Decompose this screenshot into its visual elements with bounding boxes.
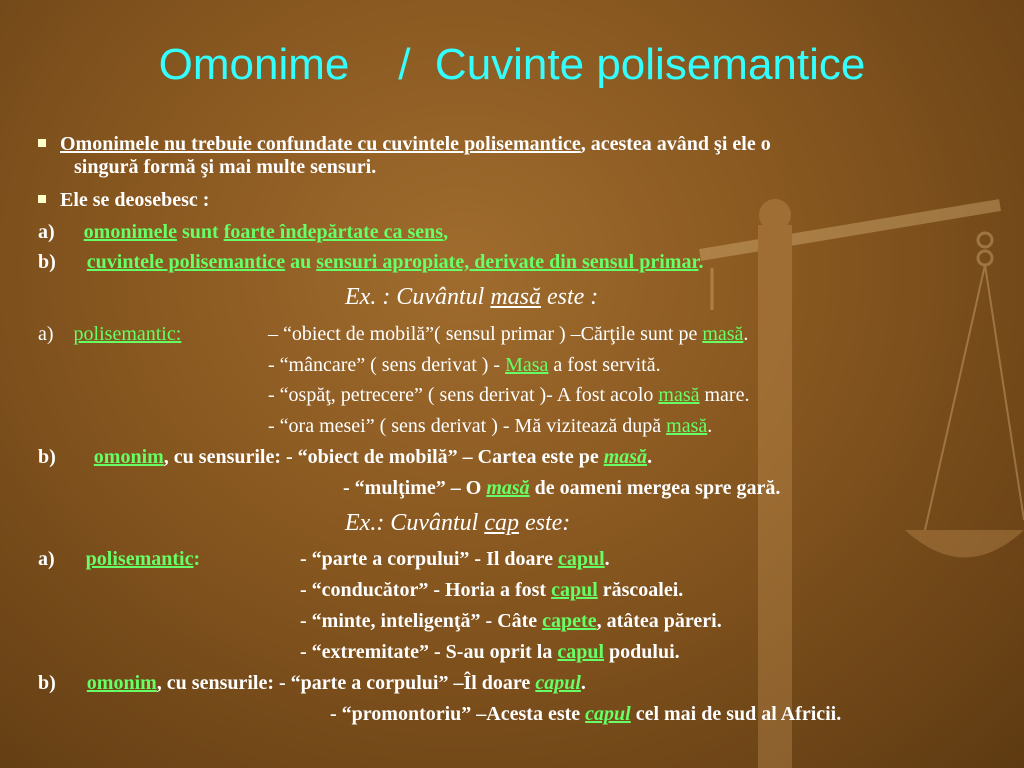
diff-b-desc: sensuri apropiate, derivate din sensul primar xyxy=(316,251,699,273)
ex1-homo-marker: b) xyxy=(38,446,56,468)
diff-a-desc: foarte îndepărtate ca sens xyxy=(223,221,444,243)
ex2-homo-intro: , cu sensurile: - “parte a corpului” –Îl doare xyxy=(156,672,536,694)
example-word: Masa xyxy=(505,354,549,376)
diff-b-end: . xyxy=(698,251,704,273)
ex1-poly-label: polisemantic: xyxy=(73,323,182,345)
ex1-poly-row-1 xyxy=(268,323,748,345)
ex1-post: este : xyxy=(540,284,599,310)
ex1-poly-row-3 xyxy=(268,384,749,406)
diff-b-marker: b) xyxy=(38,251,56,273)
sentence-end: . xyxy=(604,548,610,570)
sense-text: - “parte a corpului” - Il doare xyxy=(300,548,558,570)
ex2-poly-marker-row xyxy=(38,548,200,570)
ex2-homo-row-1 xyxy=(38,672,586,694)
bullet2-text: Ele se deosebesc : xyxy=(60,189,210,211)
ex2-pre: Ex.: Cuvântul xyxy=(345,510,485,536)
slide-title: Omonime / Cuvinte polisemantice xyxy=(158,40,866,89)
ex2-homo-row-2 xyxy=(330,703,841,725)
ex1-homo-row-2 xyxy=(343,477,780,499)
diff-b-row xyxy=(38,251,704,273)
ex2-poly-colon: : xyxy=(193,548,201,570)
example-word: capul xyxy=(551,579,598,601)
bullet1-rest-text: , acestea având şi ele o xyxy=(580,133,771,155)
diff-b-mid: au xyxy=(285,251,317,273)
ex2-poly-row-1 xyxy=(300,548,610,570)
ex1-poly-marker: a) xyxy=(38,323,54,345)
bullet1-continuation: singură formă şi mai multe sensuri. xyxy=(74,156,377,178)
sentence-end: . xyxy=(647,446,653,468)
sense-text: - “mulţime” – O xyxy=(343,477,487,499)
sentence-end: a fost servită. xyxy=(548,354,661,376)
example2-heading xyxy=(345,512,570,534)
ex1-homo-label: omonim xyxy=(93,446,164,468)
sense-text: - “extremitate” - S-au oprit la xyxy=(300,641,558,663)
diff-a-marker: a) xyxy=(38,221,55,243)
sentence-end: cel mai de sud al Africii. xyxy=(630,703,842,725)
ex2-post: este: xyxy=(518,510,571,536)
ex1-homo-row-1 xyxy=(38,446,652,468)
ex1-poly-row-4 xyxy=(268,415,712,437)
sense-text: - “promontoriu” –Acesta este xyxy=(330,703,586,725)
example-word: masă xyxy=(486,477,530,499)
sentence-end: de oameni mergea spre gară. xyxy=(529,477,781,499)
example-word: capul xyxy=(585,703,631,725)
example-word: capul xyxy=(557,548,605,570)
example1-heading xyxy=(345,286,598,308)
diff-a-term: omonimele xyxy=(83,221,177,243)
bullet-square-icon xyxy=(38,195,46,203)
ex2-homo-marker: b) xyxy=(38,672,56,694)
ex1-word: masă xyxy=(490,284,541,310)
ex1-poly-row-2 xyxy=(268,354,661,376)
ex2-homo-label: omonim xyxy=(86,672,157,694)
example-word: masă xyxy=(702,323,744,345)
example-word: masă xyxy=(658,384,700,406)
sentence-end: podului. xyxy=(604,641,680,663)
sentence-end: . xyxy=(707,415,713,437)
ex2-poly-row-4 xyxy=(300,641,680,663)
sense-text: - “mâncare” ( sens derivat ) - xyxy=(268,354,506,376)
sense-text: - “conducător” - Horia a fost xyxy=(300,579,552,601)
diff-a-end: , xyxy=(443,221,449,243)
ex2-poly-label: polisemantic xyxy=(85,548,194,570)
example-word: capul xyxy=(535,672,581,694)
ex2-poly-marker: a) xyxy=(38,548,55,570)
ex2-poly-row-2 xyxy=(300,579,683,601)
ex1-poly-marker-row xyxy=(38,323,181,345)
sentence-end: . xyxy=(580,672,586,694)
sense-text: - “ora mesei” ( sens derivat ) - Mă vizitează după xyxy=(268,415,667,437)
ex1-pre: Ex. : Cuvântul xyxy=(345,284,491,310)
bullet-item-1 xyxy=(38,133,771,155)
ex1-homo-intro: , cu sensurile: - “obiect de mobilă” – Cartea este pe xyxy=(163,446,604,468)
example-word: capul xyxy=(557,641,605,663)
ex2-poly-row-3 xyxy=(300,610,722,632)
sense-text: – “obiect de mobilă”( sensul primar ) –Cărţile sunt pe xyxy=(268,323,703,345)
example-word: masă xyxy=(603,446,648,468)
bullet1-underlined-text: Omonimele nu trebuie confundate cu cuvintele polisemantice xyxy=(60,133,581,155)
sentence-end: mare. xyxy=(699,384,750,406)
diff-a-mid: sunt xyxy=(176,221,224,243)
sentence-end: . xyxy=(743,323,749,345)
example-word: capete xyxy=(542,610,597,632)
sense-text: - “minte, inteligenţă” - Câte xyxy=(300,610,543,632)
diff-a-row xyxy=(38,221,448,243)
ex2-word: cap xyxy=(484,510,519,536)
sentence-end: , atâtea păreri. xyxy=(596,610,722,632)
bullet-square-icon xyxy=(38,139,46,147)
bullet-item-2 xyxy=(38,189,209,211)
sentence-end: răscoalei. xyxy=(597,579,684,601)
diff-b-term: cuvintele polisemantice xyxy=(86,251,286,273)
example-word: masă xyxy=(666,415,708,437)
sense-text: - “ospăţ, petrecere” ( sens derivat )- A fost acolo xyxy=(268,384,659,406)
